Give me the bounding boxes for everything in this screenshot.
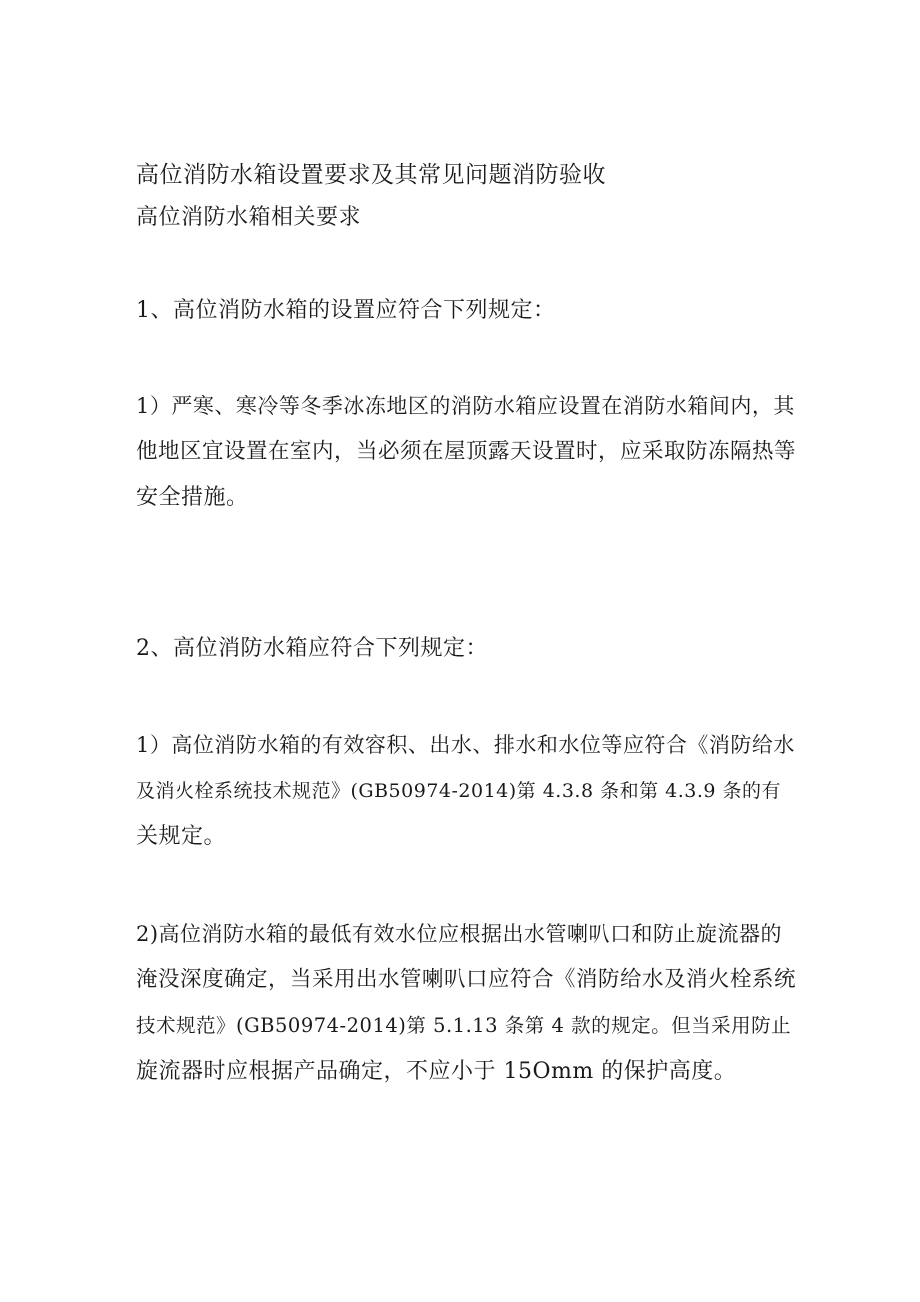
section-2-heading: 2、高位消防水箱应符合下列规定：: [136, 636, 488, 661]
paragraph-line: 淹没深度确定，当采用出水管喇叭口应符合《消防给水及消火栓系统: [136, 967, 797, 992]
paragraph-line: 关规定。: [136, 824, 227, 849]
paragraph-line: 2)高位消防水箱的最低有效水位应根据出水管喇叭口和防止旋流器的: [136, 922, 783, 946]
paragraph-line: 及消火栓系统技术规范》(GB50974-2014)第 4.3.8 条和第 4.3.9 条的有: [136, 780, 782, 802]
section-1-heading: 1、高位消防水箱的设置应符合下列规定：: [136, 298, 556, 323]
paragraph-line: 1）严寒、寒冷等冬季冰冻地区的消防水箱应设置在消防水箱间内，其: [136, 394, 795, 418]
document-subtitle: 高位消防水箱相关要求: [136, 205, 362, 230]
document-title: 高位消防水箱设置要求及其常见问题消防验收: [136, 162, 606, 188]
paragraph-line: 旋流器时应根据产品确定，不应小于 15Omm 的保护高度。: [136, 1059, 737, 1084]
paragraph-line: 技术规范》(GB50974-2014)第 5.1.13 条第 4 款的规定。但当采用防止: [136, 1014, 792, 1037]
paragraph-line: 他地区宜设置在室内，当必须在屋顶露天设置时，应采取防冻隔热等: [136, 439, 797, 464]
paragraph-line: 1）高位消防水箱的有效容积、出水、排水和水位等应符合《消防给水: [136, 733, 795, 757]
paragraph-line: 安全措施。: [136, 485, 249, 510]
